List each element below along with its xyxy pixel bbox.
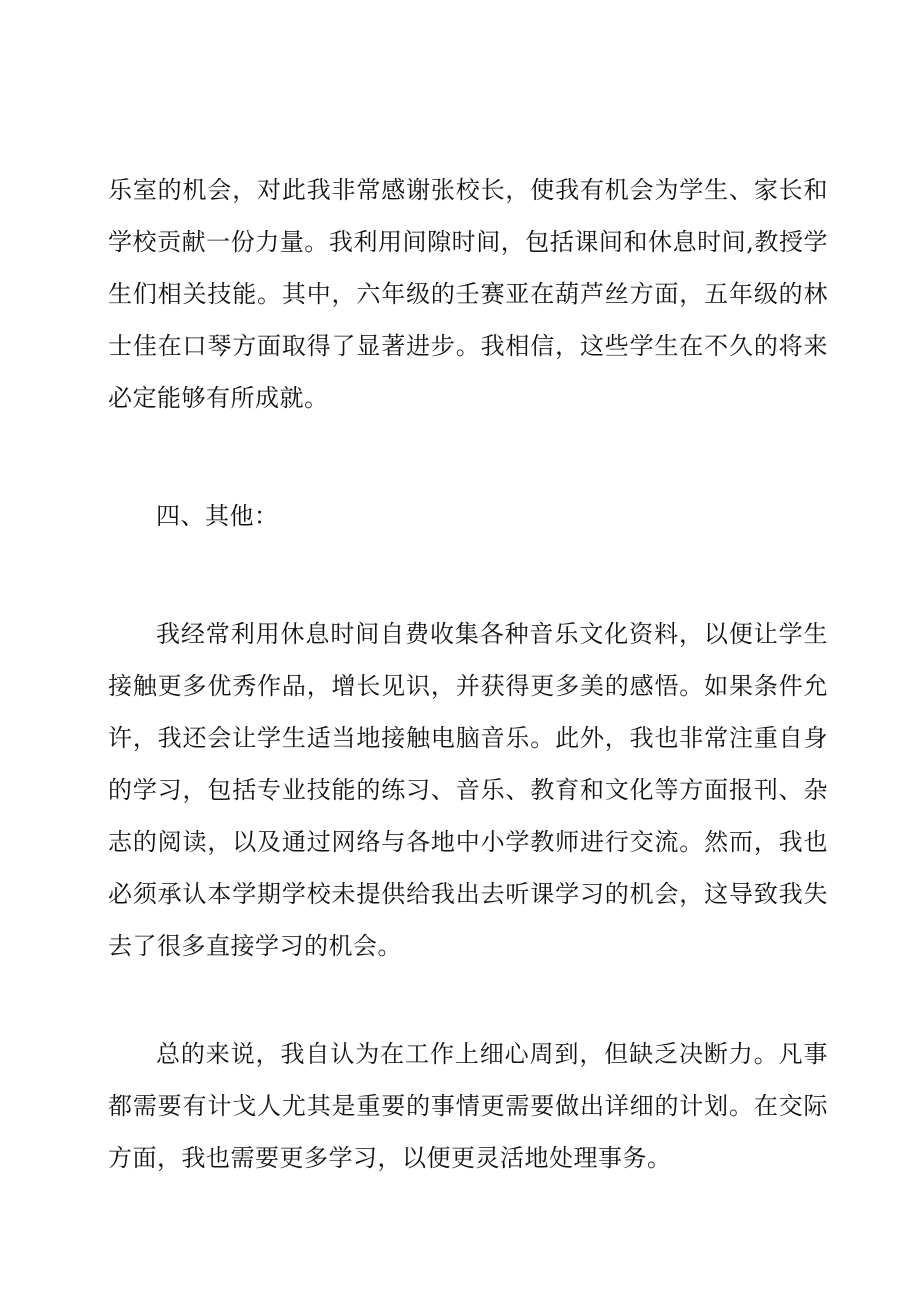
paragraph-music-room: 乐室的机会，对此我非常感谢张校长，使我有机会为学生、家长和学校贡献一份力量。我利用间隙时间，包括课间和休息时间,教授学生们相关技能。其中，六年级的壬赛亚在葫芦丝方面，五年级的林士佳在口琴方面取得了显著进步。我相信，这些学生在不久的将来必定能够有所成就。 [108, 176, 828, 412]
paragraph-self-study: 我经常利用休息时间自费收集各种音乐文化资料，以便让学生接触更多优秀作品，增长见识，并获得更多美的感悟。如果条件允许，我还会让学生适当地接触电脑音乐。此外，我也非常注重自身的学习，包括专业技能的练习、音乐、教育和文化等方面报刊、杂志的阅读，以及通过网络与各地中小学教师进行交流。然而，我也必须承认本学期学校未提供给我出去听课学习的机会，这导致我失去了很多直接学习的机会。 [108, 620, 828, 960]
document-body [108, 164, 828, 1184]
paragraph-summary: 总的来说，我自认为在工作上细心周到，但缺乏决断力。凡事都需要有计戈人尤其是重要的事情更需要做出详细的计划。在交际方面，我也需要更多学习，以便更灵活地处理事务。 [108, 1040, 828, 1172]
section-heading-other: 四、其他： [156, 502, 279, 530]
